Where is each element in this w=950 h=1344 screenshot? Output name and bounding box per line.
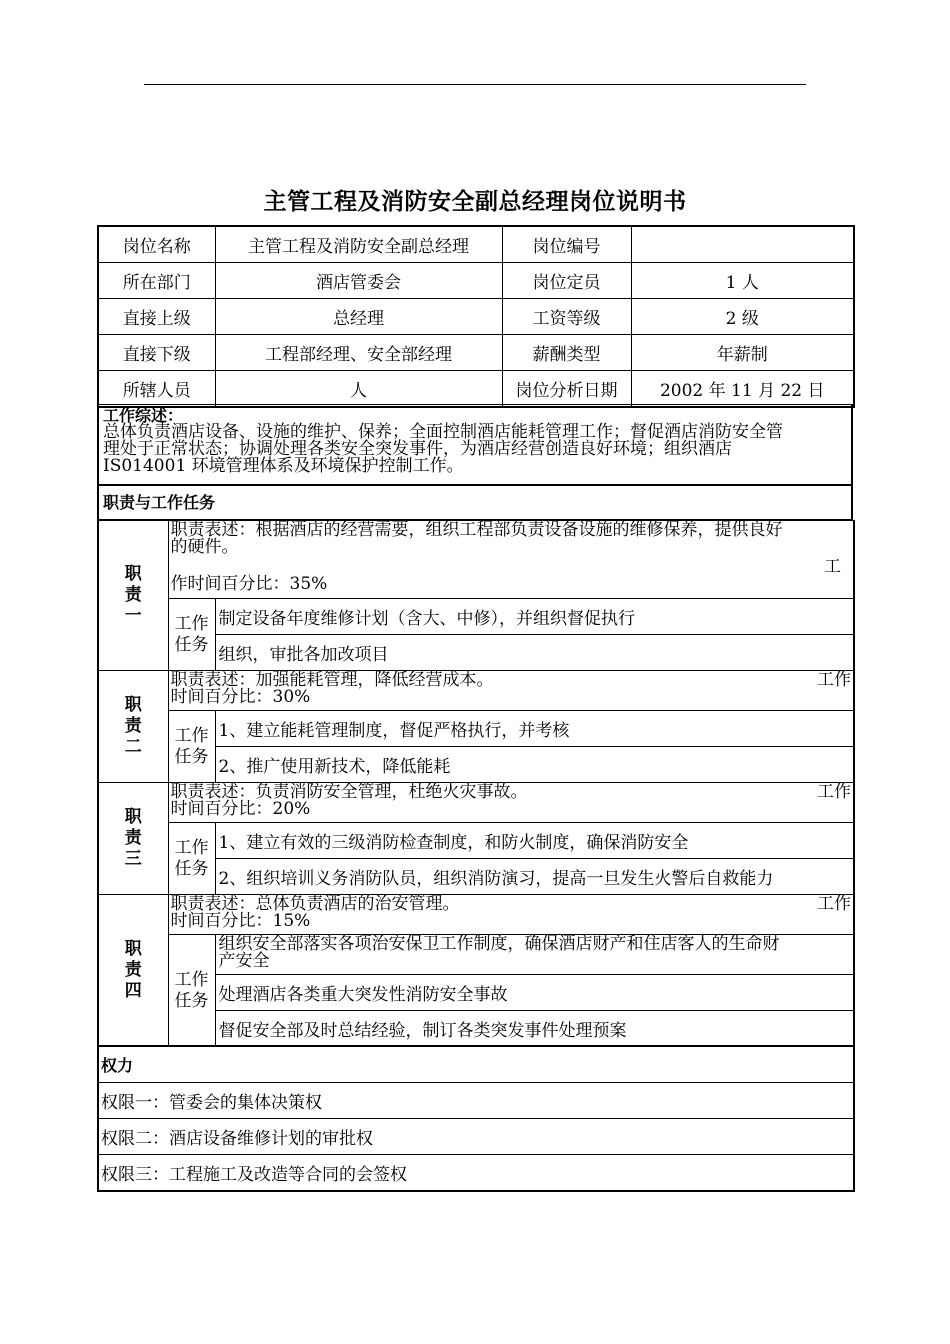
label-subordinates: 直接下级 <box>98 335 215 371</box>
duties-heading: 职责与工作任务 <box>97 486 853 520</box>
task-item: 2、推广使用新技术，降低能耗 <box>215 747 854 783</box>
value-subordinates: 工程部经理、安全部经理 <box>215 335 502 371</box>
table-row <box>98 371 854 408</box>
label-headcount: 岗位定员 <box>502 263 631 299</box>
summary-line: 总体负责酒店设备、设施的维护、保养；全面控制酒店能耗管理工作；督促酒店消防安全管 <box>103 422 783 442</box>
value-pay-type: 年薪制 <box>631 335 854 371</box>
table-row <box>98 711 854 747</box>
label-superior: 直接上级 <box>98 299 215 335</box>
task-item: 督促安全部及时总结经验，制订各类突发事件处理预案 <box>215 1011 854 1047</box>
task-item: 1、建立有效的三级消防检查制度，和防火制度，确保消防安全 <box>215 823 854 859</box>
task-item: 1、建立能耗管理制度，督促严格执行，并考核 <box>215 711 854 747</box>
value-analysis-date: 2002 年 11 月 22 日 <box>631 371 854 408</box>
table-row <box>98 335 854 371</box>
task-item: 组织安全部落实各项治安保卫工作制度，确保酒店财产和住店客人的生命财 产安全 <box>215 935 854 975</box>
rights-item: 权限二：酒店设备维修计划的审批权 <box>98 1119 854 1155</box>
value-headcount: 1 人 <box>631 263 854 299</box>
value-department: 酒店管委会 <box>215 263 502 299</box>
task-label: 工作 任务 <box>168 935 215 1047</box>
value-position-name: 主管工程及消防安全副总经理 <box>215 226 502 263</box>
label-staff: 所辖人员 <box>98 371 215 408</box>
table-row <box>98 1155 854 1192</box>
label-position-code: 岗位编号 <box>502 226 631 263</box>
task-item: 制定设备年度维修计划（含大、中修），并组织督促执行 <box>215 599 854 635</box>
rights-item: 权限三：工程施工及改造等合同的会签权 <box>98 1155 854 1192</box>
label-pay-type: 薪酬类型 <box>502 335 631 371</box>
task-label: 工作 任务 <box>168 823 215 895</box>
table-row <box>98 823 854 859</box>
table-row <box>98 599 854 635</box>
task-item: 2、组织培训义务消防队员，组织消防演习，提高一旦发生火警后自救能力 <box>215 859 854 895</box>
rights-heading: 权力 <box>98 1046 854 1083</box>
summary-line: 理处于正常状态；协调处理各类安全突发事件，为酒店经营创造良好环境；组织酒店 <box>103 439 732 459</box>
document-title: 主管工程及消防安全副总经理岗位说明书 <box>263 189 687 215</box>
duty-description: 职责表述：根据酒店的经营需要，组织工程部负责设备设施的维修保养，提供良好 的硬件。 工 作时间百分比：35% <box>168 521 854 599</box>
table-row <box>98 226 854 263</box>
table-row <box>98 1046 854 1083</box>
duty-description: 工作 职责表述：加强能耗管理，降低经营成本。 时间百分比：30% <box>168 671 854 711</box>
table-row <box>98 299 854 335</box>
duties-table <box>97 520 855 1047</box>
duty-label: 职 责 一 <box>98 521 168 671</box>
label-position-name: 岗位名称 <box>98 226 215 263</box>
task-item: 处理酒店各类重大突发性消防安全事故 <box>215 975 854 1011</box>
table-row <box>98 935 854 975</box>
table-row <box>98 783 854 823</box>
value-position-code <box>631 226 854 263</box>
task-label: 工作 任务 <box>168 711 215 783</box>
table-row <box>98 263 854 299</box>
label-analysis-date: 岗位分析日期 <box>502 371 631 408</box>
duty-description: 工作 职责表述：总体负责酒店的治安管理。 时间百分比：15% <box>168 895 854 935</box>
summary-heading: 工作综述： <box>103 406 184 425</box>
table-row <box>98 895 854 935</box>
label-department: 所在部门 <box>98 263 215 299</box>
label-salary-grade: 工资等级 <box>502 299 631 335</box>
duty-label: 职 责 二 <box>98 671 168 783</box>
duty-label: 职 责 四 <box>98 895 168 1047</box>
work-summary <box>97 404 853 486</box>
value-staff: 人 <box>215 371 502 408</box>
value-superior: 总经理 <box>215 299 502 335</box>
rights-item: 权限一：管委会的集体决策权 <box>98 1083 854 1119</box>
rights-table <box>97 1045 855 1192</box>
header-rule <box>144 84 806 85</box>
table-row <box>98 1119 854 1155</box>
task-item: 组织，审批各加改项目 <box>215 635 854 671</box>
summary-line: IS014001 环境管理体系及环境保护控制工作。 <box>103 456 464 476</box>
table-row <box>98 671 854 711</box>
value-salary-grade: 2 级 <box>631 299 854 335</box>
table-row <box>98 1083 854 1119</box>
table-row <box>98 521 854 599</box>
duty-description: 工作 职责表述：负责消防安全管理，杜绝火灾事故。 时间百分比：20% <box>168 783 854 823</box>
duty-label: 职 责 三 <box>98 783 168 895</box>
position-info-table <box>97 225 855 408</box>
task-label: 工作 任务 <box>168 599 215 671</box>
